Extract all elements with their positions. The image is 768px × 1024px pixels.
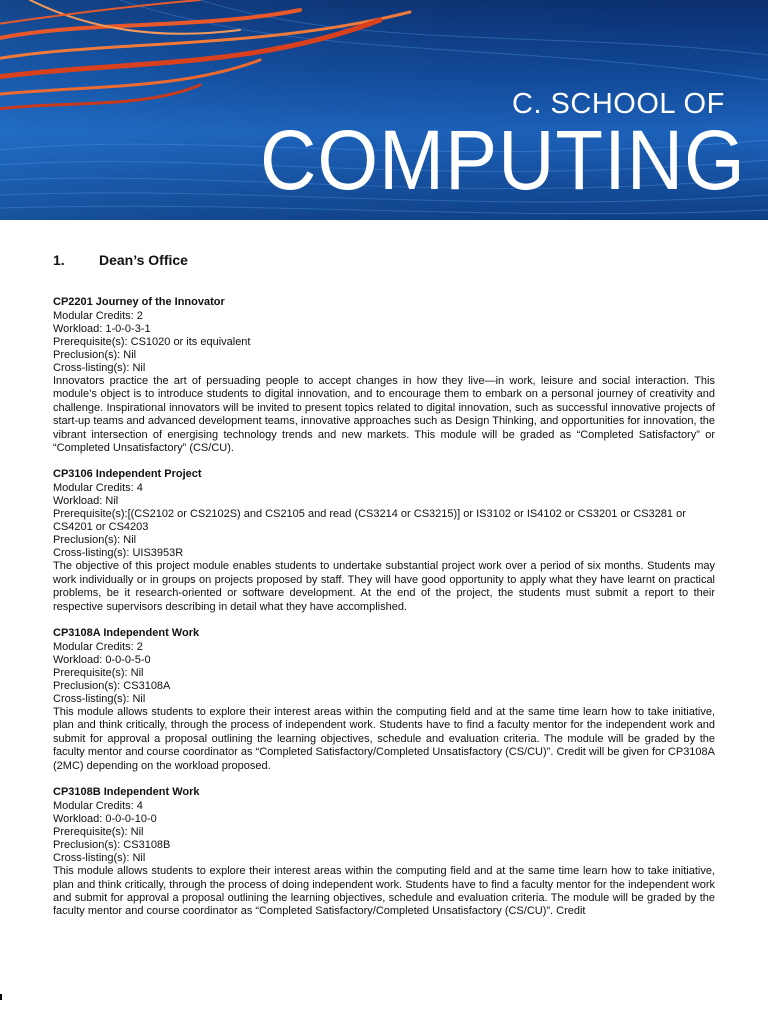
module-prerequisite: Prerequisite(s): CS1020 or its equivalent [53,336,251,348]
module-preclusion: Preclusion(s): CS3108A [53,680,171,693]
module-title: CP3108B Independent Work [53,786,200,799]
module-credits: Modular Credits: 2 [53,641,143,654]
module-description: This module allows students to explore their interest areas within the computing field and at the same time learn how to take initiative, plan and think critically, through the process of doing independent work. Students have to find a faculty mentor for the independent work and submit for approval a proposal outlining the learning objectives, schedule and evaluation criteria. The module will be graded by the faculty mentor and course coordinator as “Completed Satisfactory/Completed Unsatisfactory (CS/CU)”. Credit [53,865,715,918]
section-title: Dean’s Office [99,252,188,268]
document-body [53,252,715,931]
module-prerequisite: Prerequisite(s): Nil [53,826,144,839]
module-preclusion: Preclusion(s): Nil [53,349,137,361]
module-description: This module allows students to explore their interest areas within the computing field and at the same time learn how to take initiative, plan and think critically, through the process of independent work. Students have to find a faculty mentor for the independent work and submit for approval a proposal outlining the learning objectives, schedule and evaluation criteria. The module will be graded by the faculty mentor and course coordinator as “Completed Satisfactory/Completed Unsatisfactory (CS/CU)”. Credit will be given for CP3108A (2MC) depending on the workload proposed. [53,706,715,772]
module-entry [53,295,715,455]
module-credits: Modular Credits: 4 [53,482,143,495]
module-prerequisite: Prerequisite(s): Nil [53,667,144,680]
module-workload: Workload: 0-0-0-10-0 [53,813,157,826]
module-title: CP3106 Independent Project [53,468,202,481]
module-entry [53,785,715,919]
module-description: Innovators practice the art of persuading people to accept changes in how they live—in work, leisure and social interaction. This module’s object is to introduce students to digital innovation, and to encourage them to embark on a personal journey of creativity and challenge. Inspirational innovators will be invited to present topics related to digital innovation, such as successful innovative projects of start-up teams and advanced development teams, innovative approaches such as Design Thinking, and opportunities for innovation, the vibrant intersection of energising technology trends and new markets. This module will be graded as “Completed Satisfactory” or “Completed Unsatisfactory” (CS/CU). [53,375,715,455]
module-prerequisite: Prerequisite(s):[(CS2102 or CS2102S) and CS2105 and read (CS3214 or CS3215)] or IS3102 or IS4102 or CS3201 or CS3281 or CS4201 or CS4203 [53,508,686,534]
module-title: CP3108A Independent Work [53,627,200,640]
banner-title: COMPUTING [260,113,746,207]
module-workload: Workload: 0-0-0-5-0 [53,654,151,667]
module-credits: Modular Credits: 2 [53,310,143,322]
section-heading [53,252,715,268]
module-cross-listing: Cross-listing(s): Nil [53,852,146,865]
module-title: CP2201 Journey of the Innovator [53,296,225,308]
module-workload: Workload: Nil [53,495,119,508]
page-edge-mark [0,994,2,1000]
header-banner [0,0,768,220]
banner-subtitle: C. SCHOOL OF [512,88,725,120]
module-cross-listing: Cross-listing(s): Nil [53,693,146,706]
module-cross-listing: Cross-listing(s): Nil [53,362,146,374]
module-cross-listing: Cross-listing(s): UIS3953R [53,547,184,560]
module-description: The objective of this project module enables students to undertake substantial project work over a period of six months. Students may work individually or in groups on projects proposed by staff. They will have good opportunity to apply what they have learnt on practical problems, be it research-oriented or software development. At the end of the project, the students must submit a report to their respective supervisors describing in detail what they have accomplished. [53,560,715,613]
module-entry [53,626,715,773]
module-workload: Workload: 1-0-0-3-1 [53,323,151,335]
module-entry [53,467,715,614]
module-preclusion: Preclusion(s): CS3108B [53,839,171,852]
module-credits: Modular Credits: 4 [53,800,143,813]
module-preclusion: Preclusion(s): Nil [53,534,137,547]
section-number: 1. [53,252,65,268]
